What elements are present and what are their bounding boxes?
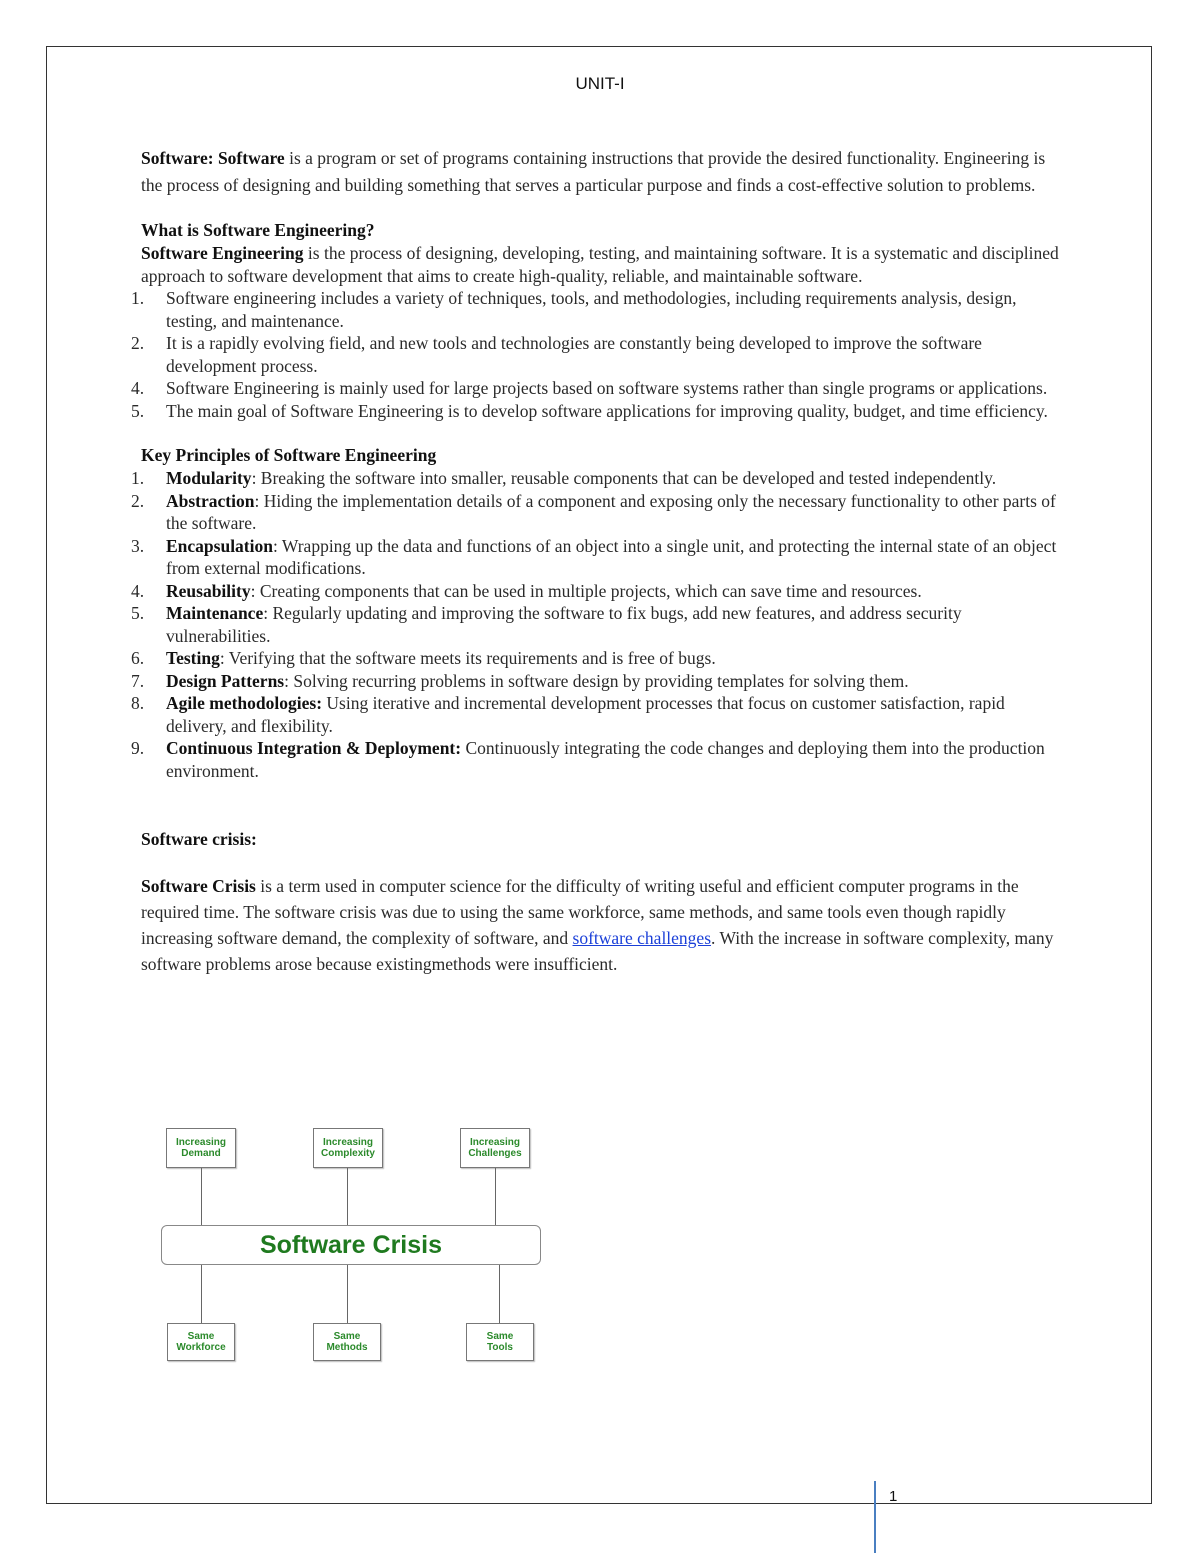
principles-list bbox=[131, 467, 1061, 782]
diagram-box-same-tools bbox=[466, 1323, 534, 1361]
crisis-heading: Software crisis: bbox=[141, 829, 257, 849]
list-item bbox=[131, 670, 1061, 693]
list-item bbox=[131, 535, 1061, 580]
list-text: Software Engineering is mainly used for large projects based on software systems rather than single programs or applications. bbox=[166, 378, 1048, 398]
list-number: 8. bbox=[131, 693, 145, 713]
intro-term: Software: bbox=[141, 148, 214, 168]
crisis-paragraph bbox=[141, 873, 1061, 977]
list-item bbox=[131, 580, 1061, 603]
se-text: is the process of designing, developing, testing, and maintaining software. It is a systematic and disciplined approach to software development that aims to create high-quality, reliable, and maintainable software. bbox=[141, 243, 1059, 286]
principle-term: Abstraction bbox=[166, 490, 255, 511]
principle-text: Continuously integrating the code changes and deploying them into the production environment. bbox=[166, 738, 1045, 781]
se-heading: What is Software Engineering? bbox=[141, 220, 375, 240]
list-number: 1. bbox=[131, 288, 145, 308]
diagram-box-same-workforce bbox=[167, 1323, 235, 1361]
principle-text: : Solving recurring problems in software design by providing templates for solving them. bbox=[284, 670, 909, 691]
list-text: The main goal of Software Engineering is to develop software applications for improving quality, budget, and time efficiency. bbox=[166, 400, 1048, 421]
diagram-box-same-methods bbox=[313, 1323, 381, 1361]
principle-term: Reusability bbox=[166, 580, 251, 601]
list-item bbox=[131, 332, 1061, 377]
se-paragraph bbox=[141, 242, 1061, 287]
document-body bbox=[131, 145, 1061, 977]
list-number: 4. bbox=[131, 378, 145, 398]
principle-term: Encapsulation bbox=[166, 535, 273, 556]
list-number: 2. bbox=[131, 490, 145, 511]
principle-text: : Breaking the software into smaller, reusable components that can be developed and tested independently. bbox=[251, 468, 997, 488]
page-title: UNIT-I bbox=[575, 74, 625, 93]
principle-term: Modularity bbox=[166, 468, 252, 488]
diagram-box-increasing-demand bbox=[166, 1128, 236, 1168]
list-item bbox=[131, 602, 1061, 647]
principle-text: : Verifying that the software meets its requirements and is free of bugs. bbox=[219, 648, 716, 668]
diagram-box-label: Increasing Complexity bbox=[321, 1137, 375, 1159]
principles-heading: Key Principles of Software Engineering bbox=[141, 445, 437, 465]
list-number: 5. bbox=[131, 603, 145, 623]
principle-text: : Wrapping up the data and functions of an object into a single unit, and protecting the internal state of an object from external modifications. bbox=[166, 535, 1057, 578]
intro-paragraph bbox=[141, 145, 1061, 198]
principle-text: : Creating components that can be used in multiple projects, which can save time and resources. bbox=[250, 580, 922, 601]
list-item bbox=[131, 287, 1061, 332]
principle-text: : Regularly updating and improving the software to fix bugs, add new features, and address security vulnerabilities. bbox=[166, 603, 962, 646]
list-number: 7. bbox=[131, 670, 145, 691]
diagram-arrow bbox=[495, 1168, 496, 1225]
principle-term: Testing bbox=[166, 648, 220, 668]
diagram-arrow bbox=[347, 1265, 348, 1323]
footer-divider bbox=[874, 1481, 876, 1553]
list-item bbox=[131, 490, 1061, 535]
list-number: 3. bbox=[131, 535, 145, 556]
principle-term: Maintenance bbox=[166, 603, 264, 623]
principle-term: Agile methodologies: bbox=[166, 693, 323, 713]
intro-text: is a program or set of programs containing instructions that provide the desired functionality. Engineering is the process of designing and building something that serves a particular purpose and finds a cost-effective solution to problems. bbox=[141, 148, 1046, 195]
list-text: It is a rapidly evolving field, and new tools and technologies are constantly being developed to improve the software development process. bbox=[166, 333, 982, 376]
list-number: 1. bbox=[131, 468, 145, 488]
crisis-text-end: . With the increase in software complexity, many software problems arose because existingmethods were insufficient. bbox=[141, 928, 1054, 974]
list-number: 6. bbox=[131, 648, 145, 668]
list-item bbox=[131, 692, 1061, 737]
diagram-box-label: Same Methods bbox=[326, 1331, 368, 1353]
list-number: 2. bbox=[131, 333, 145, 353]
crisis-term: Software Crisis bbox=[141, 876, 256, 896]
list-number: 9. bbox=[131, 738, 145, 758]
list-item bbox=[131, 737, 1061, 782]
diagram-arrow bbox=[201, 1265, 202, 1323]
se-term: Software Engineering bbox=[141, 243, 304, 263]
principle-text: Using iterative and incremental development processes that focus on customer satisfaction, rapid delivery, and flexibility. bbox=[166, 693, 1005, 736]
intro-term-2: Software bbox=[217, 148, 285, 168]
diagram-box-increasing-challenges bbox=[460, 1128, 530, 1168]
software-challenges-link[interactable]: software challenges bbox=[572, 928, 712, 948]
diagram-arrow bbox=[499, 1265, 500, 1323]
principle-text: : Hiding the implementation details of a component and exposing only the necessary functionality to other parts of the software. bbox=[166, 490, 1056, 533]
diagram-arrow bbox=[347, 1168, 348, 1225]
diagram-box-label: Increasing Demand bbox=[175, 1137, 227, 1159]
crisis-text: is a term used in computer science for the difficulty of writing useful and efficient computer programs in the required time. The software crisis was due to using the same workforce, same methods, and same tools even though rapidly increasing software demand, the complexity of software, and bbox=[141, 876, 1019, 948]
diagram-box-increasing-complexity bbox=[313, 1128, 383, 1168]
diagram-box-label: Increasing Challenges bbox=[468, 1137, 522, 1159]
se-list bbox=[131, 287, 1061, 422]
diagram-arrow bbox=[201, 1168, 202, 1225]
diagram-box-label: Same Workforce bbox=[176, 1331, 226, 1353]
principle-term: Design Patterns bbox=[166, 670, 285, 691]
list-item bbox=[131, 377, 1061, 400]
principle-term: Continuous Integration & Deployment: bbox=[166, 738, 462, 758]
list-number: 5. bbox=[131, 400, 145, 421]
list-number: 4. bbox=[131, 580, 145, 601]
diagram-center-label: Software Crisis bbox=[161, 1225, 541, 1265]
software-crisis-diagram bbox=[160, 1125, 544, 1365]
list-text: Software engineering includes a variety of techniques, tools, and methodologies, including requirements analysis, design, testing, and maintenance. bbox=[166, 288, 1017, 331]
list-item bbox=[131, 467, 1061, 490]
list-item bbox=[131, 400, 1061, 423]
page-number: 1 bbox=[889, 1488, 898, 1505]
list-item bbox=[131, 647, 1061, 670]
diagram-box-label: Same Tools bbox=[486, 1331, 514, 1353]
